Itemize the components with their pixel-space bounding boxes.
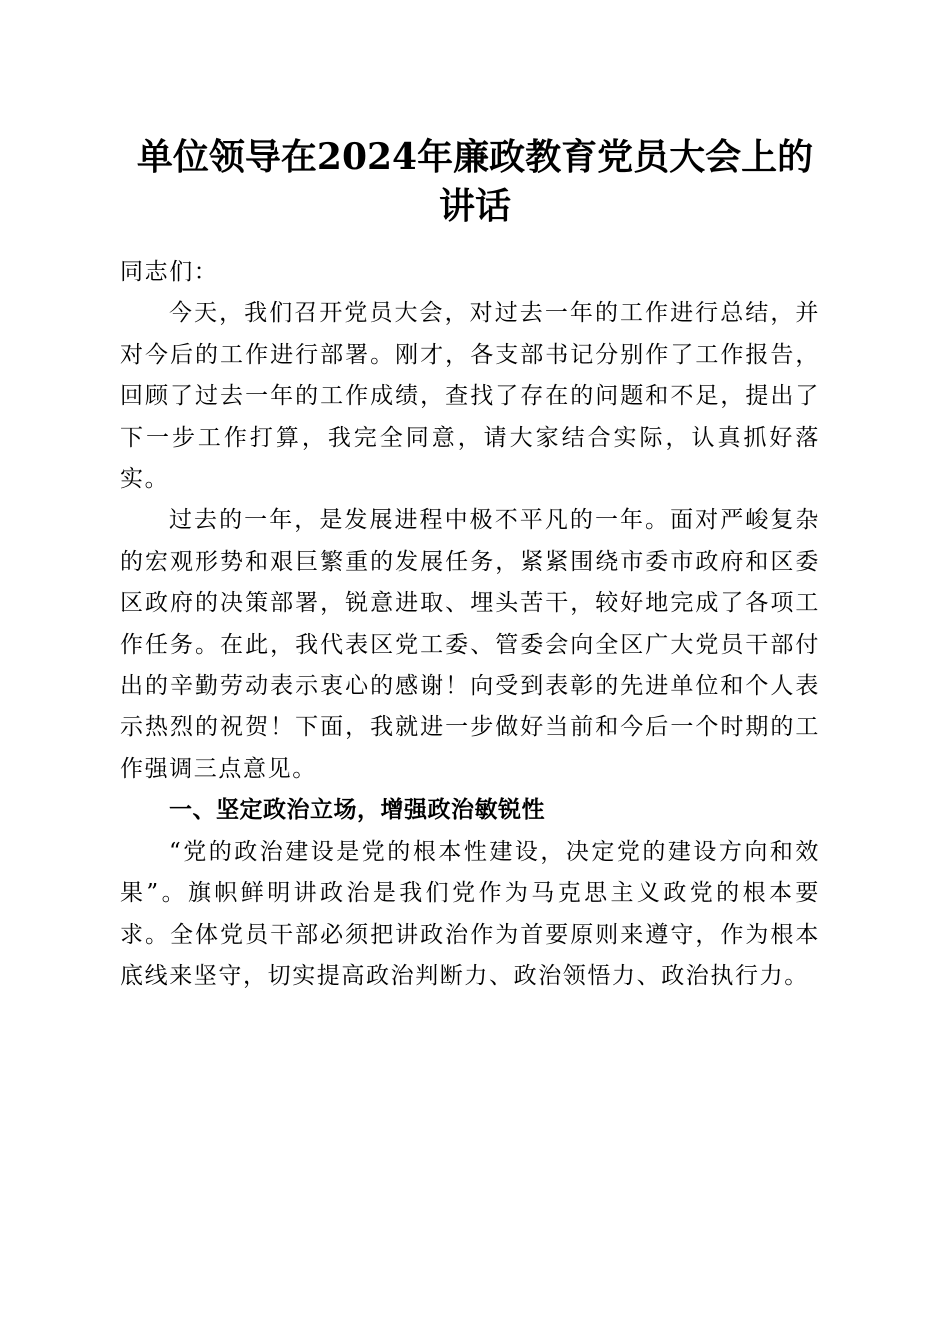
document-body (120, 252, 820, 997)
paragraph-section-one: “党的政治建设是党的根本性建设，决定党的建设方向和效果”。旗帜鲜明讲政治是我们党作为马克思主义政党的根本要求。全体党员干部必须把讲政治作为首要原则来遵守，作为根本底线来坚守，切实提高政治判断力、政治领悟力、政治执行力。 (120, 838, 820, 989)
paragraph-review: 过去的一年，是发展进程中极不平凡的一年。面对严峻复杂的宏观形势和艰巨繁重的发展任务，紧紧围绕市委市政府和区委区政府的决策部署，锐意进取、埋头苦干，较好地完成了各项工作任务。在此，我代表区党工委、管委会向全区广大党员干部付出的辛勤劳动表示衷心的感谢！向受到表彰的先进单位和个人表示热烈的祝贺！下面，我就进一步做好当前和今后一个时期的工作强调三点意见。 (120, 507, 820, 782)
paragraph-opening: 今天，我们召开党员大会，对过去一年的工作进行总结，并对今后的工作进行部署。刚才，各支部书记分别作了工作报告，回顾了过去一年的工作成绩，查找了存在的问题和不足，提出了下一步工作打算，我完全同意，请大家结合实际，认真抓好落实。 (120, 300, 820, 493)
document-title: 单位领导在2024年廉政教育党员大会上的讲话 (136, 136, 814, 227)
salutation: 同志们： (120, 259, 219, 285)
section-heading: 一、坚定政治立场，增强政治敏锐性 (169, 797, 545, 824)
